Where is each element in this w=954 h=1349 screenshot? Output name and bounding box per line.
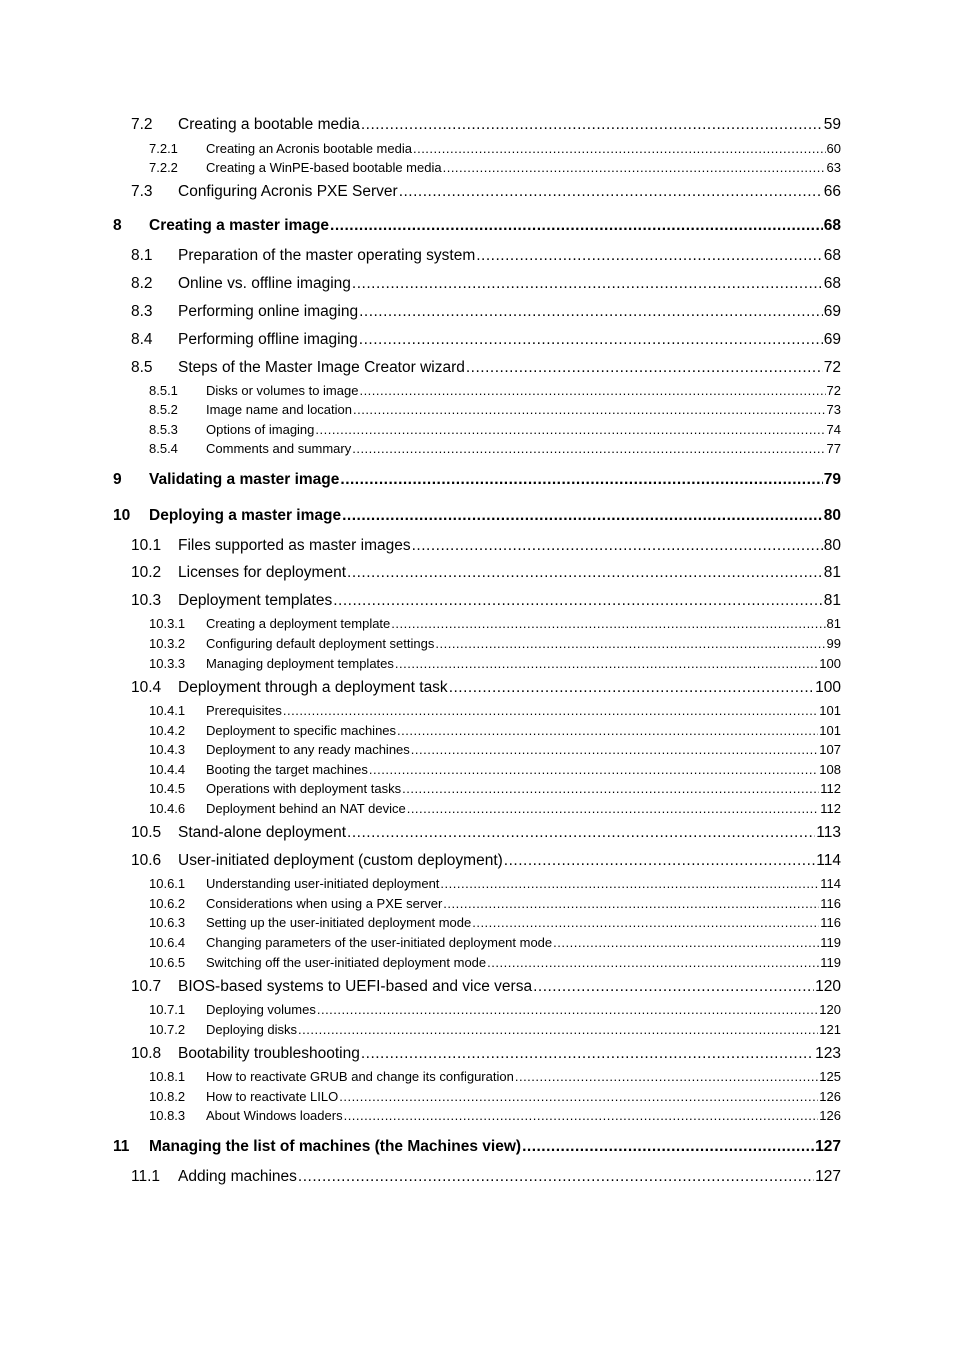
- toc-entry-level-3[interactable]: [149, 141, 841, 156]
- toc-page-number: 121: [819, 1022, 841, 1037]
- toc-section-title: Setting up the user-initiated deployment mode: [206, 915, 472, 930]
- toc-dot-leader: [476, 247, 823, 265]
- toc-entry-level-3[interactable]: [149, 1069, 841, 1084]
- toc-page-number: 69: [823, 331, 841, 348]
- toc-page-number: 66: [823, 183, 841, 200]
- toc-section-title: Image name and location: [206, 402, 352, 417]
- toc-dot-leader: [317, 1002, 818, 1017]
- toc-section-number: 10.2: [131, 564, 162, 581]
- toc-section-number: 8.4: [131, 331, 153, 348]
- toc-entry-level-2[interactable]: [131, 564, 841, 582]
- toc-dot-leader: [391, 616, 825, 631]
- toc-dot-leader: [361, 1045, 814, 1063]
- toc-section-number: 10.4.1: [149, 703, 186, 718]
- toc-page-number: 108: [819, 762, 841, 777]
- toc-dot-leader: [449, 679, 814, 697]
- toc-page-number: 63: [826, 160, 841, 175]
- toc-section-title: Steps of the Master Image Creator wizard: [178, 359, 465, 376]
- toc-dot-leader: [283, 703, 818, 718]
- toc-section-title: Changing parameters of the user-initiated deployment mode: [206, 935, 553, 950]
- toc-section-number: 11: [113, 1138, 130, 1155]
- toc-page-number: 101: [819, 703, 841, 718]
- toc-dot-leader: [435, 636, 825, 651]
- toc-page-number: 81: [823, 564, 841, 581]
- toc-page-number: 81: [823, 592, 841, 609]
- toc-entry-level-3[interactable]: [149, 656, 841, 671]
- toc-section-number: 9: [113, 471, 122, 488]
- toc-page-number: 72: [826, 383, 841, 398]
- toc-entry-level-2[interactable]: [131, 537, 841, 555]
- toc-section-title: Deployment to any ready machines: [206, 742, 410, 757]
- toc-page-number: 77: [826, 441, 841, 456]
- toc-entry-level-3[interactable]: [149, 876, 841, 891]
- toc-entry-level-2[interactable]: [131, 275, 841, 293]
- toc-section-number: 10: [113, 507, 131, 524]
- toc-dot-leader: [440, 876, 819, 891]
- toc-section-number: 8.5: [131, 359, 153, 376]
- toc-page-number: 99: [826, 636, 841, 651]
- toc-entry-level-2[interactable]: [131, 247, 841, 265]
- toc-entry-level-3[interactable]: [149, 801, 841, 816]
- toc-page-number: 126: [819, 1108, 841, 1123]
- toc-page-number: 80: [823, 507, 841, 524]
- toc-section-title: Files supported as master images: [178, 537, 411, 554]
- toc-section-number: 10.3.1: [149, 616, 186, 631]
- toc-page-number: 127: [815, 1138, 841, 1155]
- toc-section-title: Performing online imaging: [178, 303, 359, 320]
- toc-section-title: Performing offline imaging: [178, 331, 358, 348]
- toc-page-number: 114: [816, 852, 841, 869]
- toc-section-number: 10.4: [131, 679, 162, 696]
- toc-entry-level-2[interactable]: [131, 331, 841, 349]
- toc-dot-leader: [553, 935, 819, 950]
- toc-page-number: 72: [823, 359, 841, 376]
- toc-section-number: 10.5: [131, 824, 162, 841]
- toc-entry-level-1[interactable]: [113, 471, 841, 489]
- toc-dot-leader: [399, 183, 823, 201]
- toc-section-number: 8: [113, 217, 122, 234]
- toc-dot-leader: [533, 978, 814, 996]
- toc-dot-leader: [298, 1168, 814, 1186]
- toc-section-title: Deployment to specific machines: [206, 723, 397, 738]
- toc-section-title: Booting the target machines: [206, 762, 368, 777]
- toc-dot-leader: [522, 1138, 814, 1156]
- toc-section-title: Understanding user-initiated deployment: [206, 876, 440, 891]
- toc-dot-leader: [407, 801, 820, 816]
- toc-dot-leader: [359, 303, 823, 321]
- toc-dot-leader: [443, 896, 819, 911]
- toc-dot-leader: [369, 762, 818, 777]
- toc-section-number: 10.6.5: [149, 955, 186, 970]
- toc-entry-level-3[interactable]: [149, 935, 841, 950]
- toc-section-title: How to reactivate LILO: [206, 1089, 339, 1104]
- toc-dot-leader: [359, 383, 825, 398]
- toc-entry-level-2[interactable]: [131, 679, 841, 697]
- toc-entry-level-3[interactable]: [149, 742, 841, 757]
- toc-section-title: Creating a bootable media: [178, 116, 360, 133]
- toc-section-number: 10.6.1: [149, 876, 186, 891]
- toc-dot-leader: [342, 507, 823, 525]
- toc-section-number: 8.1: [131, 247, 153, 264]
- toc-section-title: Creating a deployment template: [206, 616, 391, 631]
- toc-section-number: 10.7: [131, 978, 162, 995]
- toc-section-title: BIOS-based systems to UEFI-based and vice versa: [178, 978, 533, 995]
- toc-page-number: 60: [826, 141, 841, 156]
- toc-section-title: Configuring Acronis PXE Server: [178, 183, 398, 200]
- toc-section-number: 10.8.3: [149, 1108, 186, 1123]
- toc-entry-level-2[interactable]: [131, 824, 841, 842]
- toc-dot-leader: [352, 275, 823, 293]
- toc-page-number: 68: [823, 275, 841, 292]
- toc-entry-level-3[interactable]: [149, 1089, 841, 1104]
- toc-section-number: 10.1: [131, 537, 162, 554]
- toc-entry-level-3[interactable]: [149, 955, 841, 970]
- toc-section-title: Options of imaging: [206, 422, 315, 437]
- toc-section-title: Deployment templates: [178, 592, 333, 609]
- toc-section-title: Adding machines: [178, 1168, 297, 1185]
- toc-section-number: 10.8.1: [149, 1069, 186, 1084]
- toc-page-number: 100: [815, 679, 841, 696]
- toc-dot-leader: [359, 331, 823, 349]
- toc-entry-level-3[interactable]: [149, 1022, 841, 1037]
- toc-page-number: 113: [816, 824, 841, 841]
- toc-section-number: 7.2: [131, 116, 153, 133]
- toc-entry-level-3[interactable]: [149, 160, 841, 175]
- toc-entry-level-2[interactable]: [131, 116, 841, 134]
- toc-section-number: 8.5.2: [149, 402, 178, 417]
- toc-section-title: Creating a master image: [149, 217, 330, 234]
- toc-entry-level-2[interactable]: [131, 592, 841, 610]
- toc-section-number: 10.8: [131, 1045, 162, 1062]
- toc-dot-leader: [339, 1089, 818, 1104]
- toc-page-number: 116: [820, 915, 841, 930]
- toc-section-title: Validating a master image: [149, 471, 340, 488]
- toc-section-number: 10.4.4: [149, 762, 186, 777]
- toc-page-number: 114: [820, 876, 841, 891]
- toc-entry-level-2[interactable]: [131, 1168, 841, 1186]
- toc-section-title: Deployment behind an NAT device: [206, 801, 406, 816]
- toc-entry-level-2[interactable]: [131, 359, 841, 377]
- toc-entry-level-1[interactable]: [113, 507, 841, 525]
- toc-section-title: Operations with deployment tasks: [206, 781, 402, 796]
- toc-page-number: 112: [820, 781, 841, 796]
- toc-page-number: 59: [823, 116, 841, 133]
- toc-section-number: 10.6.2: [149, 896, 186, 911]
- toc-section-number: 10.4.2: [149, 723, 186, 738]
- toc-section-number: 10.7.1: [149, 1002, 186, 1017]
- toc-page-number: 68: [823, 247, 841, 264]
- toc-dot-leader: [395, 656, 818, 671]
- toc-section-title: Managing deployment templates: [206, 656, 394, 671]
- toc-dot-leader: [340, 471, 822, 489]
- toc-section-title: Online vs. offline imaging: [178, 275, 351, 292]
- toc-dot-leader: [347, 824, 815, 842]
- toc-page-number: 79: [823, 471, 841, 488]
- toc-section-number: 8.5.4: [149, 441, 178, 456]
- toc-page-number: 73: [826, 402, 841, 417]
- toc-entry-level-3[interactable]: [149, 402, 841, 417]
- toc-page-number: 81: [826, 616, 841, 631]
- toc-section-title: Creating a WinPE-based bootable media: [206, 160, 442, 175]
- toc-section-number: 8.2: [131, 275, 153, 292]
- toc-page-number: 126: [819, 1089, 841, 1104]
- toc-entry-level-2[interactable]: [131, 303, 841, 321]
- toc-entry-level-3[interactable]: [149, 915, 841, 930]
- toc-section-title: Deploying disks: [206, 1022, 298, 1037]
- toc-section-number: 7.2.1: [149, 141, 178, 156]
- toc-entry-level-2[interactable]: [131, 852, 841, 870]
- toc-page-number: 80: [823, 537, 841, 554]
- toc-entry-level-3[interactable]: [149, 1002, 841, 1017]
- toc-entry-level-2[interactable]: [131, 183, 841, 201]
- toc-section-title: Managing the list of machines (the Machines view): [149, 1138, 522, 1155]
- toc-section-number: 8.5.1: [149, 383, 178, 398]
- toc-entry-level-3[interactable]: [149, 703, 841, 718]
- toc-section-title: User-initiated deployment (custom deployment): [178, 852, 503, 869]
- toc-dot-leader: [413, 141, 826, 156]
- toc-dot-leader: [347, 564, 823, 582]
- toc-dot-leader: [487, 955, 819, 970]
- toc-entry-level-3[interactable]: [149, 723, 841, 738]
- toc-dot-leader: [353, 402, 826, 417]
- toc-section-number: 10.3.2: [149, 636, 186, 651]
- toc-section-title: Disks or volumes to image: [206, 383, 359, 398]
- toc-dot-leader: [466, 359, 823, 377]
- toc-dot-leader: [504, 852, 816, 870]
- toc-page-number: 120: [815, 978, 841, 995]
- toc-section-number: 7.2.2: [149, 160, 178, 175]
- toc-dot-leader: [412, 537, 823, 555]
- toc-section-number: 7.3: [131, 183, 153, 200]
- toc-section-title: Considerations when using a PXE server: [206, 896, 443, 911]
- toc-entry-level-2[interactable]: [131, 978, 841, 996]
- toc-section-title: About Windows loaders: [206, 1108, 343, 1123]
- toc-page-number: 74: [826, 422, 841, 437]
- toc-entry-level-3[interactable]: [149, 422, 841, 437]
- toc-section-number: 10.3: [131, 592, 162, 609]
- toc-dot-leader: [315, 422, 825, 437]
- toc-entry-level-3[interactable]: [149, 383, 841, 398]
- toc-page-number: 120: [819, 1002, 841, 1017]
- toc-entry-level-1[interactable]: [113, 217, 841, 235]
- toc-dot-leader: [397, 723, 818, 738]
- toc-entry-level-3[interactable]: [149, 781, 841, 796]
- toc-dot-leader: [361, 116, 823, 134]
- toc-page-number: 127: [815, 1168, 841, 1185]
- toc-section-title: Prerequisites: [206, 703, 282, 718]
- toc-page-number: 69: [823, 303, 841, 320]
- toc-dot-leader: [330, 217, 823, 235]
- toc-dot-leader: [443, 160, 826, 175]
- toc-page-number: 123: [815, 1045, 841, 1062]
- toc-page-number: 100: [819, 656, 841, 671]
- toc-entry-level-3[interactable]: [149, 616, 841, 631]
- toc-section-number: 8.3: [131, 303, 153, 320]
- toc-dot-leader: [333, 592, 823, 610]
- toc-entry-level-3[interactable]: [149, 636, 841, 651]
- toc-section-number: 10.4.5: [149, 781, 186, 796]
- toc-section-number: 10.4.3: [149, 742, 186, 757]
- toc-page-number: 119: [820, 935, 841, 950]
- toc-entry-level-2[interactable]: [131, 1045, 841, 1063]
- toc-section-title: Deploying a master image: [149, 507, 342, 524]
- toc-section-title: Licenses for deployment: [178, 564, 347, 581]
- toc-section-number: 10.3.3: [149, 656, 186, 671]
- toc-dot-leader: [344, 1108, 819, 1123]
- toc-section-title: Creating an Acronis bootable media: [206, 141, 412, 156]
- toc-page-number: 125: [819, 1069, 841, 1084]
- toc-page-number: 119: [820, 955, 841, 970]
- toc-page-number: 112: [820, 801, 841, 816]
- toc-dot-leader: [411, 742, 819, 757]
- toc-dot-leader: [352, 441, 825, 456]
- toc-entry-level-3[interactable]: [149, 1108, 841, 1123]
- toc-entry-level-1[interactable]: [113, 1138, 841, 1156]
- toc-entry-level-3[interactable]: [149, 762, 841, 777]
- toc-page-number: 116: [820, 896, 841, 911]
- toc-section-title: How to reactivate GRUB and change its configuration: [206, 1069, 514, 1084]
- toc-section-title: Comments and summary: [206, 441, 352, 456]
- toc-section-number: 10.4.6: [149, 801, 186, 816]
- toc-section-title: Deployment through a deployment task: [178, 679, 448, 696]
- toc-section-number: 10.6.4: [149, 935, 186, 950]
- toc-section-number: 10.6: [131, 852, 162, 869]
- toc-page-number: 107: [819, 742, 841, 757]
- toc-section-number: 11.1: [131, 1168, 161, 1185]
- toc-section-title: Configuring default deployment settings: [206, 636, 435, 651]
- toc-section-title: Stand-alone deployment: [178, 824, 347, 841]
- toc-dot-leader: [472, 915, 819, 930]
- toc-entry-level-3[interactable]: [149, 896, 841, 911]
- toc-dot-leader: [298, 1022, 818, 1037]
- toc-section-number: 8.5.3: [149, 422, 178, 437]
- toc-dot-leader: [515, 1069, 818, 1084]
- toc-section-title: Preparation of the master operating system: [178, 247, 476, 264]
- toc-entry-level-3[interactable]: [149, 441, 841, 456]
- toc-page-number: 101: [819, 723, 841, 738]
- toc-section-number: 10.7.2: [149, 1022, 186, 1037]
- toc-section-title: Bootability troubleshooting: [178, 1045, 360, 1062]
- toc-section-title: Switching off the user-initiated deployment mode: [206, 955, 487, 970]
- toc-section-title: Deploying volumes: [206, 1002, 316, 1017]
- toc-dot-leader: [402, 781, 819, 796]
- toc-section-number: 10.8.2: [149, 1089, 186, 1104]
- toc-section-number: 10.6.3: [149, 915, 186, 930]
- toc-page-number: 68: [823, 217, 841, 234]
